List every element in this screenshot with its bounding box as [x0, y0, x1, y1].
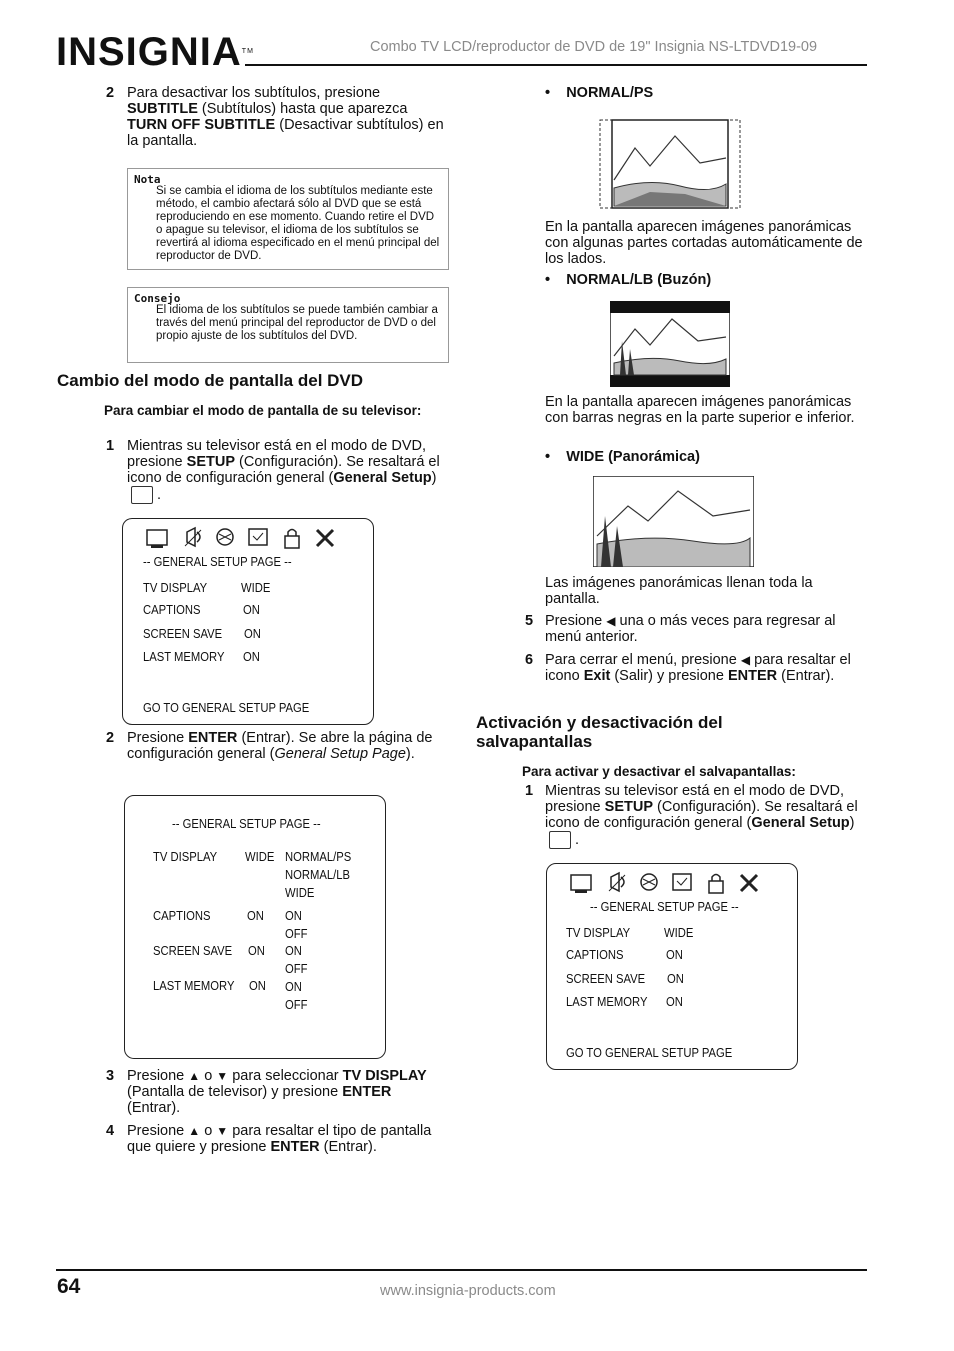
up-arrow-icon: ▲ — [188, 1124, 201, 1138]
step-number: 4 — [106, 1123, 115, 1139]
step-number: 3 — [106, 1068, 115, 1084]
down-arrow-icon: ▼ — [216, 1069, 229, 1083]
section-heading: Cambio del modo de pantalla del DVD — [57, 371, 364, 390]
setup-menu-screen — [546, 863, 798, 1070]
sub-heading: Para activar y desactivar el salvapantallas: — [522, 764, 796, 779]
general-setup-icon — [549, 831, 571, 849]
normal-lb-illustration — [610, 301, 730, 387]
menu-option: NORMAL/LB — [285, 868, 351, 882]
menu-option: OFF — [285, 927, 308, 941]
general-setup-page-screen — [124, 795, 386, 1059]
bullet-description: En la pantalla aparecen imágenes panorámicas con barras negras en la parte superior e inferior. — [545, 394, 855, 426]
menu-value: ON — [248, 944, 265, 958]
menu-label: TV DISPLAY — [153, 850, 218, 864]
sub-heading: Para cambiar el modo de pantalla de su televisor: — [104, 403, 422, 418]
tip-box — [127, 287, 449, 363]
menu-option: ON — [285, 909, 302, 923]
menu-label: SCREEN SAVE — [153, 944, 233, 958]
menu-value: ON — [666, 948, 683, 962]
preference-icon — [249, 529, 267, 545]
menu-option: ON — [285, 944, 302, 958]
bullet-item: • NORMAL/PS — [545, 85, 654, 101]
menu-value: WIDE — [664, 926, 694, 940]
menu-title: -- GENERAL SETUP PAGE -- — [143, 555, 292, 569]
menu-value: ON — [244, 627, 261, 641]
step-number: 1 — [525, 783, 534, 799]
lock-icon — [709, 875, 723, 894]
menu-icon-row — [569, 871, 779, 897]
section-heading: Activación y desactivación del salvapantallas — [476, 713, 723, 751]
lock-icon — [285, 530, 299, 549]
menu-value: ON — [667, 972, 684, 986]
left-arrow-icon: ◀ — [740, 653, 751, 667]
wide-illustration — [593, 476, 754, 567]
tip-title: Consejo — [134, 292, 181, 305]
insignia-logo: INSIGNIA™ — [56, 30, 254, 74]
menu-label: SCREEN SAVE — [143, 627, 223, 641]
menu-label: CAPTIONS — [143, 603, 201, 617]
step-text: Mientras su televisor está en el modo de DVD, presione SETUP (Configuración). Se resaltará el icono de configuración general (General Setup) . — [545, 783, 858, 848]
footer-rule — [56, 1269, 867, 1271]
exit-icon — [741, 875, 757, 891]
step-number: 6 — [525, 652, 534, 668]
menu-option: OFF — [285, 998, 308, 1012]
step-text: Presione ▲ o ▼ para resaltar el tipo de pantalla que quiere y presione ENTER (Entrar). — [127, 1123, 432, 1155]
footer-url: www.insignia-products.com — [380, 1283, 556, 1299]
menu-footer: GO TO GENERAL SETUP PAGE — [566, 1046, 733, 1060]
exit-icon — [317, 530, 333, 546]
down-arrow-icon: ▼ — [216, 1124, 229, 1138]
menu-value: WIDE — [241, 581, 271, 595]
menu-title: -- GENERAL SETUP PAGE -- — [172, 817, 321, 831]
step-text: Para cerrar el menú, presione ◀ para resaltar el icono Exit (Salir) y presione ENTER (Entrar). — [545, 652, 851, 684]
menu-label: LAST MEMORY — [153, 979, 235, 993]
menu-value: ON — [243, 603, 260, 617]
page-number: 64 — [57, 1275, 81, 1298]
menu-value: ON — [666, 995, 683, 1009]
step-number: 2 — [106, 85, 115, 101]
menu-option: WIDE — [285, 886, 315, 900]
dolby-icon — [217, 529, 233, 545]
preference-icon — [673, 874, 691, 890]
general-setup-icon — [131, 486, 153, 504]
menu-option: OFF — [285, 962, 308, 976]
menu-label: LAST MEMORY — [566, 995, 648, 1009]
menu-label: CAPTIONS — [153, 909, 211, 923]
menu-value: ON — [247, 909, 264, 923]
tip-text: El idioma de los subtítulos se puede también cambiar a través del menú principal del reproductor de DVD o del propio ajuste de los subtítulos del DVD. — [156, 304, 438, 342]
menu-value: ON — [243, 650, 260, 664]
menu-value: WIDE — [245, 850, 275, 864]
menu-label: LAST MEMORY — [143, 650, 225, 664]
note-title: Nota — [134, 173, 161, 186]
menu-label: CAPTIONS — [566, 948, 624, 962]
menu-label: TV DISPLAY — [566, 926, 631, 940]
menu-title: -- GENERAL SETUP PAGE -- — [590, 900, 739, 914]
tv-icon — [571, 875, 591, 893]
step-text: Mientras su televisor está en el modo de DVD, presione SETUP (Configuración). Se resaltará el icono de configuración general (General Setup) . — [127, 438, 440, 503]
bullet-description: Las imágenes panorámicas llenan toda la pantalla. — [545, 575, 813, 607]
menu-label: SCREEN SAVE — [566, 972, 646, 986]
bullet-item: • NORMAL/LB (Buzón) — [545, 272, 712, 288]
up-arrow-icon: ▲ — [188, 1069, 201, 1083]
header-rule — [245, 64, 867, 66]
tv-icon — [147, 530, 167, 548]
step-text: Presione ◀ una o más veces para regresar al menú anterior. — [545, 613, 836, 645]
step-number: 5 — [525, 613, 534, 629]
document-title: Combo TV LCD/reproductor de DVD de 19" Insignia NS-LTDVD19-09 — [370, 39, 818, 55]
setup-menu-screen — [122, 518, 374, 725]
menu-option: NORMAL/PS — [285, 850, 352, 864]
bullet-description: En la pantalla aparecen imágenes panorámicas con algunas partes cortadas automáticamente de los lados. — [545, 219, 863, 267]
step-number: 1 — [106, 438, 115, 454]
menu-label: TV DISPLAY — [143, 581, 208, 595]
menu-value: ON — [249, 979, 266, 993]
step-text: Presione ENTER (Entrar). Se abre la página de configuración general (General Setup Page). — [127, 730, 433, 762]
dolby-icon — [641, 874, 657, 890]
audio-icon — [609, 873, 625, 891]
menu-footer: GO TO GENERAL SETUP PAGE — [143, 701, 310, 715]
normal-ps-illustration — [590, 118, 753, 211]
bullet-item: • WIDE (Panorámica) — [545, 449, 700, 465]
menu-option: ON — [285, 980, 302, 994]
audio-icon — [185, 528, 201, 546]
step-number: 2 — [106, 730, 115, 746]
note-box — [127, 168, 449, 270]
menu-icon-row — [145, 526, 355, 552]
step-text: Para desactivar los subtítulos, presione SUBTITLE (Subtítulos) hasta que aparezca TURN OFF SUBTITLE (Desactivar subtítulos) en la pantalla. — [127, 85, 444, 149]
left-arrow-icon: ◀ — [606, 614, 616, 628]
note-text: Si se cambia el idioma de los subtítulos mediante este método, el cambio afectará sólo al DVD que se está reproduciendo en ese momento. Cuando retire el DVD o apague su televisor, el idioma de los subtítulos se revertirá al idioma especificado en el menú principal del reproductor de DVD. — [156, 185, 440, 262]
step-text: Presione ▲ o ▼ para seleccionar TV DISPLAY (Pantalla de televisor) y presione ENTER (Entrar). — [127, 1068, 427, 1116]
